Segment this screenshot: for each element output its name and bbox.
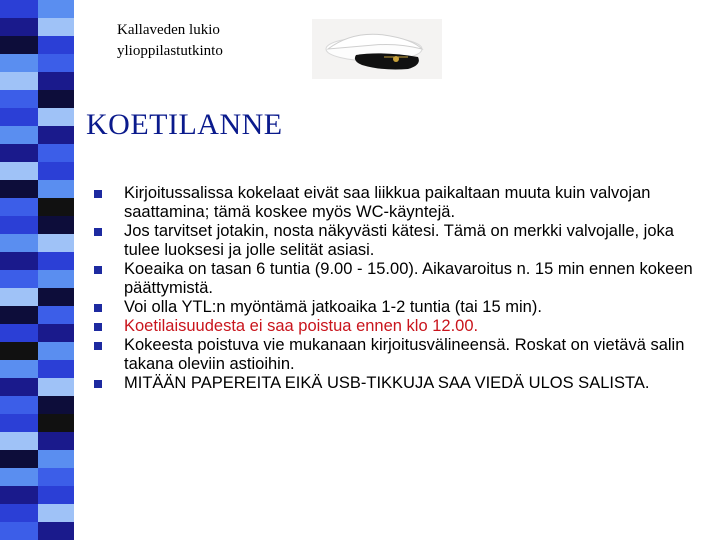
decorative-block	[38, 288, 74, 306]
decorative-block	[38, 180, 74, 198]
slide-title: KOETILANNE	[86, 108, 283, 141]
decorative-block	[38, 270, 74, 288]
square-bullet-icon	[94, 380, 102, 388]
decorative-block	[0, 414, 38, 432]
decorative-block	[0, 0, 38, 18]
decorative-block	[0, 180, 38, 198]
decorative-block	[0, 468, 38, 486]
decorative-block	[38, 0, 74, 18]
decorative-block	[38, 252, 74, 270]
decorative-block	[0, 324, 38, 342]
decorative-block	[38, 360, 74, 378]
decorative-block	[0, 36, 38, 54]
square-bullet-icon	[94, 342, 102, 350]
bullet-text: Koeaika on tasan 6 tuntia (9.00 - 15.00). Aikavaroitus n. 15 min ennen kokeen päättymistä.	[124, 260, 693, 297]
bullet-text: MITÄÄN PAPEREITA EIKÄ USB-TIKKUJA SAA VIEDÄ ULOS SALISTA.	[124, 374, 650, 392]
decorative-block	[0, 522, 38, 540]
decorative-block	[0, 450, 38, 468]
decorative-block	[0, 360, 38, 378]
square-bullet-icon	[94, 228, 102, 236]
school-header	[117, 20, 223, 62]
school-name: Kallaveden lukio	[117, 22, 220, 38]
bullet-text: Kirjoitussalissa kokelaat eivät saa liikkua paikaltaan muuta kuin valvojan saattamina; tämä koskee myös WC-käyntejä.	[124, 184, 651, 221]
decorative-block	[0, 378, 38, 396]
square-bullet-icon	[94, 266, 102, 274]
decorative-block	[38, 126, 74, 144]
decorative-block	[0, 54, 38, 72]
decorative-block	[0, 342, 38, 360]
decorative-block	[0, 144, 38, 162]
decorative-block	[38, 144, 74, 162]
decorative-block	[38, 504, 74, 522]
decorative-block	[0, 108, 38, 126]
graduation-cap-image	[312, 19, 442, 79]
decorative-block	[0, 504, 38, 522]
bullet-item	[94, 260, 704, 298]
bullet-text: Koetilaisuudesta ei saa poistua ennen klo 12.00.	[124, 317, 479, 335]
decorative-block	[38, 468, 74, 486]
bullet-list	[94, 184, 704, 393]
decorative-block	[0, 126, 38, 144]
decorative-block	[38, 306, 74, 324]
bullet-item	[94, 374, 704, 393]
decorative-block	[0, 198, 38, 216]
decorative-block	[38, 414, 74, 432]
bullet-item	[94, 184, 704, 222]
decorative-block	[38, 378, 74, 396]
decorative-block	[0, 252, 38, 270]
decorative-block	[0, 90, 38, 108]
bullet-item	[94, 298, 704, 317]
decorative-block	[38, 432, 74, 450]
decorative-block	[38, 450, 74, 468]
decorative-block	[38, 396, 74, 414]
decorative-block	[38, 198, 74, 216]
decorative-block	[38, 90, 74, 108]
decorative-block	[0, 432, 38, 450]
decorative-block-strip	[0, 0, 74, 540]
decorative-block	[38, 162, 74, 180]
decorative-block	[0, 162, 38, 180]
square-bullet-icon	[94, 190, 102, 198]
decorative-block	[38, 72, 74, 90]
decorative-block	[38, 36, 74, 54]
decorative-block	[38, 522, 74, 540]
decorative-block	[38, 18, 74, 36]
square-bullet-icon	[94, 323, 102, 331]
exam-name: ylioppilastutkinto	[117, 43, 223, 59]
decorative-block	[0, 306, 38, 324]
bullet-text: Kokeesta poistuva vie mukanaan kirjoitusvälineensä. Roskat on vietävä salin takana oleviin astioihin.	[124, 336, 685, 373]
decorative-block	[38, 324, 74, 342]
square-bullet-icon	[94, 304, 102, 312]
decorative-block	[0, 288, 38, 306]
bullet-item	[94, 336, 704, 374]
decorative-block	[0, 486, 38, 504]
decorative-block	[38, 486, 74, 504]
bullet-text: Voi olla YTL:n myöntämä jatkoaika 1-2 tuntia (tai 15 min).	[124, 298, 542, 316]
decorative-block	[0, 216, 38, 234]
decorative-block	[0, 72, 38, 90]
decorative-block	[0, 234, 38, 252]
decorative-block	[0, 18, 38, 36]
bullet-item	[94, 222, 704, 260]
decorative-block	[38, 54, 74, 72]
decorative-block	[38, 234, 74, 252]
decorative-block	[38, 216, 74, 234]
decorative-block	[38, 342, 74, 360]
decorative-block	[0, 270, 38, 288]
decorative-block	[0, 396, 38, 414]
bullet-item	[94, 317, 704, 336]
decorative-block	[38, 108, 74, 126]
bullet-text: Jos tarvitset jotakin, nosta näkyvästi kätesi. Tämä on merkki valvojalle, joka tulee luoksesi ja jolle selität asiasi.	[124, 222, 674, 259]
